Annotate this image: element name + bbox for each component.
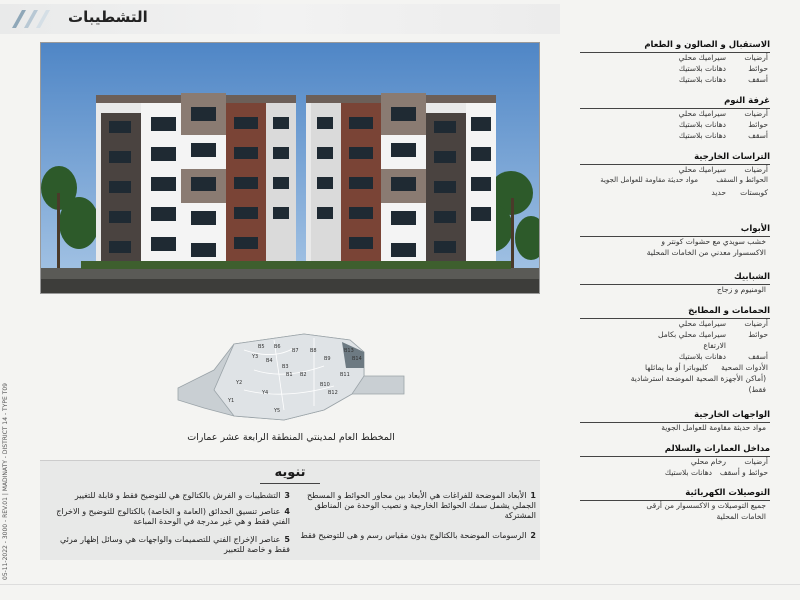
note-number: 1 (530, 491, 536, 500)
spec-section-title: مداخل العمارات والسلالم (580, 444, 770, 457)
spec-row (580, 352, 770, 363)
spec-section-title: الاستقبال و الصالون و الطعام (580, 40, 770, 53)
spec-row (580, 512, 770, 523)
spec-label: أسقف (748, 131, 768, 140)
note-number: 5 (284, 535, 290, 544)
spec-value: مواد حديثة مقاومة للعوامل الجوية (600, 176, 698, 184)
spec-row (580, 330, 770, 341)
footer-divider (0, 584, 800, 585)
note-item (298, 531, 536, 541)
zone-label: B8 (310, 348, 317, 354)
note-text: التشطيبات و الفرش بالكتالوج هي للتوضيح فقط و قابلة للتغيير (74, 491, 281, 500)
spec-row (580, 75, 770, 86)
spec-value: سيراميك محلي (678, 319, 726, 328)
document-reference-stamp (2, 360, 12, 580)
spec-value: مواد حديثة مقاومة للعوامل الجوية (661, 423, 766, 432)
spec-row (580, 341, 770, 352)
spec-label: أسقف (748, 352, 768, 361)
spec-section-electrical (580, 488, 770, 523)
finishes-spec-list (580, 36, 770, 556)
spec-value: دهانات بلاستيك (678, 352, 726, 361)
spec-row (580, 64, 770, 75)
zone-label: Y3 (252, 354, 259, 360)
spec-row (580, 374, 770, 385)
notes-panel (40, 460, 540, 560)
spec-section-title: الحمامات و المطابخ (580, 306, 770, 319)
spec-row (580, 131, 770, 142)
spec-row (580, 53, 770, 64)
spec-value: دهانات بلاستيك (678, 131, 726, 140)
zone-label: Y1 (228, 398, 235, 404)
spec-label: أرضيات (744, 457, 768, 466)
spec-value: سيراميك محلي (678, 53, 726, 62)
page-title: التشطيبات (68, 8, 148, 26)
spec-label: أرضيات (744, 319, 768, 328)
spec-label: أسقف (748, 75, 768, 84)
spec-value: الخامات المحلية (716, 512, 766, 521)
spec-row (580, 188, 770, 199)
spec-section-doors (580, 224, 770, 259)
spec-section-windows (580, 272, 770, 296)
spec-label: الحوائط و السقف (716, 176, 768, 184)
zone-label: B6 (274, 344, 281, 350)
spec-row (580, 423, 770, 434)
spec-section-entrances (580, 444, 770, 479)
note-text: الرسومات الموضحة بالكتالوج بدون مقياس رسم و هى للتوضيح فقط (300, 531, 527, 540)
spec-section-terraces (580, 152, 770, 199)
spec-section-living (580, 40, 770, 86)
spec-value: كليوباترا أو ما يماثلها (644, 363, 708, 372)
spec-section-title: الأبواب (580, 224, 770, 237)
spec-label: حوائط (748, 120, 768, 129)
zone-label: Y5 (274, 408, 281, 414)
spec-section-facades (580, 410, 770, 434)
zone-label: B10 (320, 382, 330, 388)
spec-row (580, 109, 770, 120)
zone-label: B3 (282, 364, 289, 370)
zone-label: B5 (258, 344, 265, 350)
spec-value: سيراميك محلي بكامل (658, 330, 726, 339)
spec-label: أرضيات (744, 165, 768, 174)
spec-value: (أماكن الأجهزة الصحية الموضحة استرشادية (630, 374, 766, 383)
spec-section-bathrooms-kitchens (580, 306, 770, 396)
spec-row (580, 457, 770, 468)
zone-label: B2 (300, 372, 307, 378)
zone-label: B1 (286, 372, 293, 378)
spec-section-title: الواجهات الخارجية (580, 410, 770, 423)
building-illustration (41, 43, 540, 294)
note-text: عناصر الإخراج الفني للتصميمات والواجهات هي وسائل إظهار مرئي فقط و خاصة للتعبير (60, 535, 290, 554)
note-text: عناصر تنسيق الحدائق (العامة و الخاصة) بالكتالوج للتوضيح و الاخراج الفني فقط و هي غير مدرجة في الوحدة المباعة (56, 507, 290, 526)
spec-value: رخام محلي (690, 457, 726, 466)
zone-label: B11 (340, 372, 350, 378)
notes-title: تنويه (274, 465, 306, 480)
note-text: الأبعاد الموضحة للفراغات هي الأبعاد بين محاور الحوائط و المسطح الجملي يشمل سمك الحوائط الخارجية و نصيب الوحدة من المناطق المشتركة (306, 491, 536, 520)
spec-value: جميع التوصيلات و الاكسسوار من أرقى (646, 501, 766, 510)
note-item (44, 535, 290, 555)
spec-value: سيراميك محلي (678, 165, 726, 174)
spec-row (580, 363, 770, 374)
spec-value: حديد (711, 188, 726, 197)
note-item (298, 491, 536, 521)
spec-label: كوبستات (740, 188, 768, 197)
spec-value: سيراميك محلي (678, 109, 726, 118)
spec-row (580, 319, 770, 330)
spec-value: فقط) (748, 385, 766, 394)
spec-value: خشب سويدي مع حشوات كونتر و (661, 237, 766, 246)
map-caption: المخطط العام لمدينتي المنطقة الرابعة عشر عمارات (187, 432, 395, 443)
spec-row (580, 501, 770, 512)
zone-label: Y2 (236, 380, 243, 386)
spec-value: الاكسسوار معدني من الخامات المحلية (646, 248, 766, 257)
spec-row (580, 176, 770, 188)
spec-label: حوائط (748, 64, 768, 73)
note-item (44, 491, 290, 501)
notes-title-underline (260, 483, 320, 484)
spec-value: الومنيوم و زجاج (716, 285, 766, 294)
spec-row (580, 385, 770, 396)
note-number: 4 (284, 507, 290, 516)
spec-section-title: غرفة النوم (580, 96, 770, 109)
spec-row (580, 237, 770, 248)
spec-value: دهانات بلاستيك (678, 64, 726, 73)
spec-value: دهانات بلاستيك (678, 75, 726, 84)
spec-row (580, 285, 770, 296)
spec-section-title: التراسات الخارجية (580, 152, 770, 165)
document-reference-text: 05-11-2022 - 3000 - REV.01 | MADINATY - DISTRICT 14 - TYPE T09 (2, 383, 9, 580)
spec-row (580, 248, 770, 259)
spec-row (580, 165, 770, 176)
note-number: 3 (284, 491, 290, 500)
page-header (0, 0, 800, 38)
spec-row (580, 120, 770, 131)
zone-label: B12 (328, 390, 338, 396)
building-rendering (40, 42, 540, 294)
zone-label: B14 (352, 356, 362, 362)
zone-label: B4 (266, 358, 273, 364)
zone-label: Y4 (262, 390, 269, 396)
spec-label: حوائط (748, 330, 768, 339)
spec-label: الأدوات الصحية (721, 363, 768, 372)
spec-label: حوائط و أسقف (719, 468, 768, 477)
spec-section-bedroom (580, 96, 770, 142)
spec-value: دهانات بلاستيك (678, 120, 726, 129)
site-map (174, 330, 408, 422)
spec-row (580, 468, 770, 479)
spec-value: الارتفاع (703, 341, 726, 350)
spec-section-title: التوصيلات الكهربائية (580, 488, 770, 501)
note-number: 2 (530, 531, 536, 540)
note-item (44, 507, 290, 527)
zone-label: B9 (324, 356, 331, 362)
brand-logo-icon (8, 6, 54, 32)
spec-value: دهانات بلاستيك (664, 468, 712, 477)
zone-label: B13 (344, 348, 354, 354)
zone-label: B7 (292, 348, 299, 354)
spec-label: أرضيات (744, 53, 768, 62)
spec-section-title: الشبابيك (580, 272, 770, 285)
spec-label: أرضيات (744, 109, 768, 118)
